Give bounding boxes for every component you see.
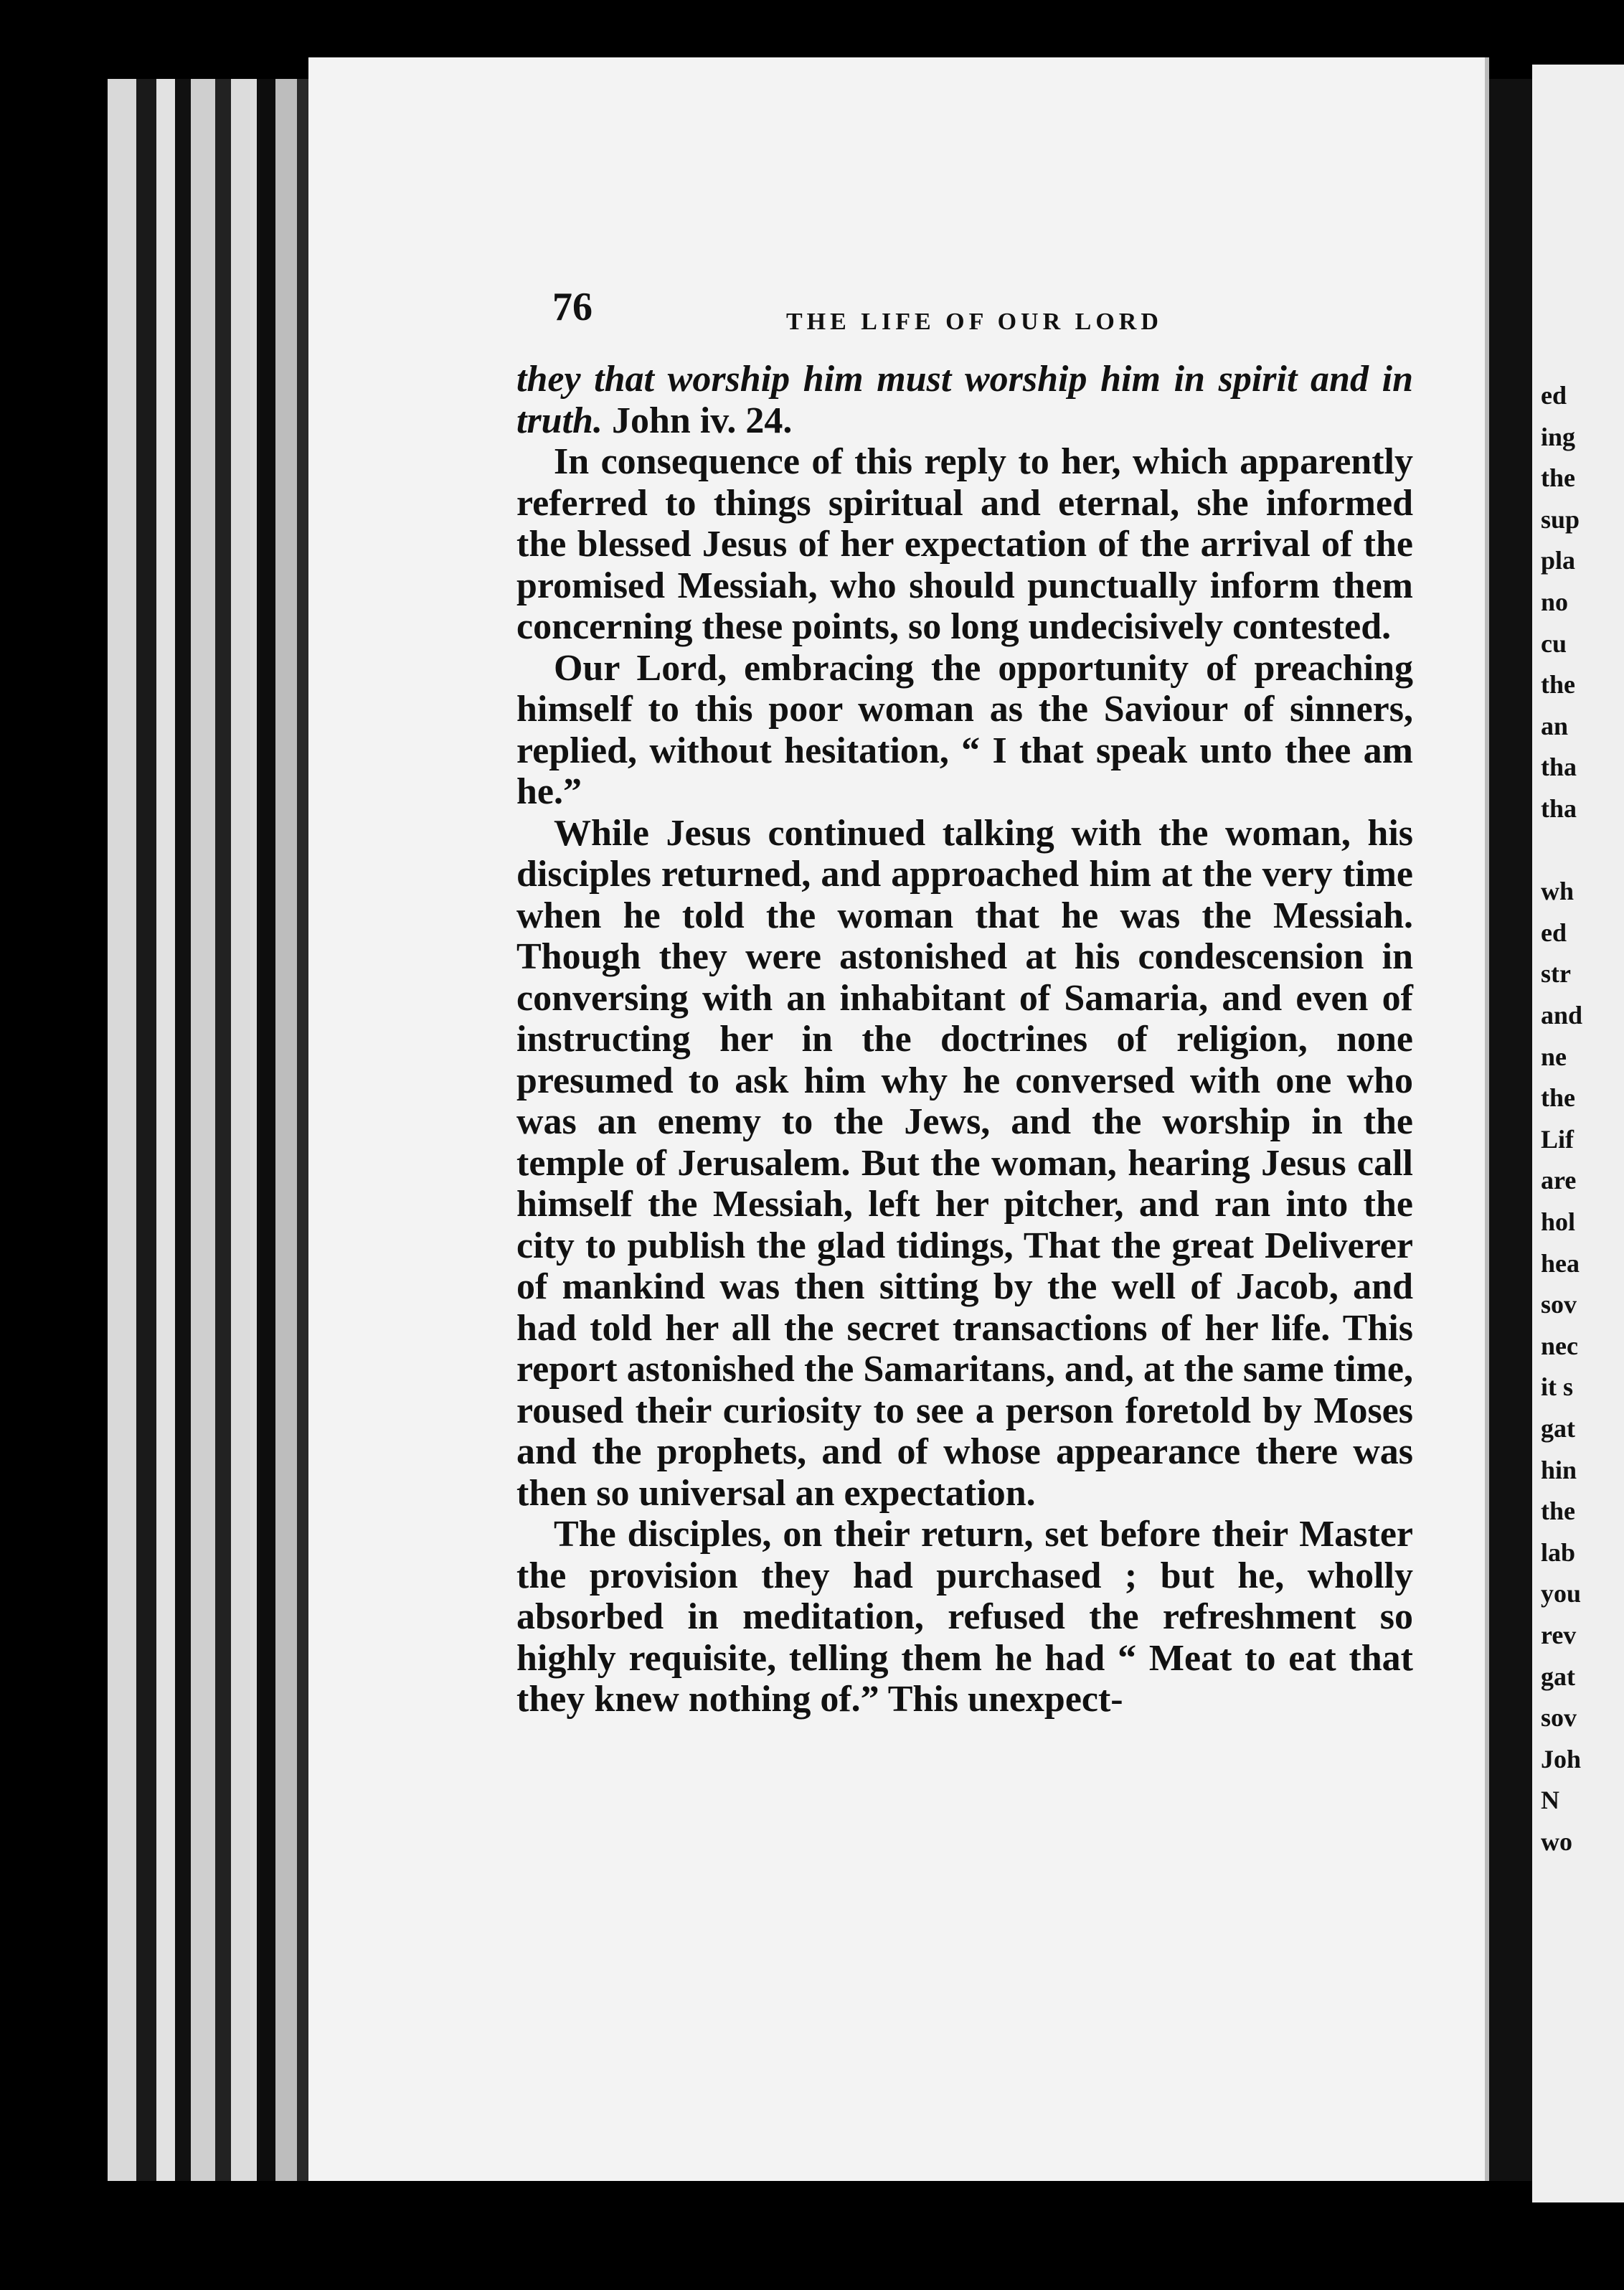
facing-page-fragment: hol <box>1541 1207 1576 1236</box>
facing-page-fragment: the <box>1541 1497 1575 1526</box>
facing-page-fragment: cu <box>1541 628 1567 658</box>
facing-page-fragment: pla <box>1541 546 1576 575</box>
scripture-reference: John iv. 24. <box>602 400 793 441</box>
facing-page-fragment: tha <box>1541 753 1577 782</box>
facing-page-fragment: it s <box>1541 1372 1573 1402</box>
book-gutter <box>1489 79 1532 2181</box>
facing-page-fragment: and <box>1541 1001 1583 1029</box>
facing-page-fragment: hin <box>1541 1455 1577 1484</box>
page-edge <box>108 79 136 2181</box>
facing-page-fragment: gat <box>1541 1414 1575 1443</box>
page-edge <box>175 79 191 2181</box>
facing-page-fragment: tha <box>1541 794 1577 823</box>
facing-page-fragment: ed <box>1541 918 1567 947</box>
facing-page-fragment: Lif <box>1541 1124 1575 1154</box>
facing-page <box>1532 65 1624 2202</box>
facing-page-fragment: Joh <box>1541 1744 1582 1773</box>
paragraph: The disciples, on their return, set before their Master the provision they had purchased ; but he, wholly absorbed in meditation, refused the refreshment so highly requisite, telling them he had “ Meat to eat that they knew nothing of.” This unexpect- <box>516 1514 1413 1720</box>
page-edge <box>215 79 231 2181</box>
facing-page-fragment: are <box>1541 1166 1577 1195</box>
scripture-quote: they that worship him must worship him in spirit and in truth. <box>516 359 1413 441</box>
facing-page-fragment: an <box>1541 711 1569 740</box>
page-number: 76 <box>552 285 593 329</box>
facing-page-fragment: wo <box>1541 1827 1572 1856</box>
facing-page-fragment: sov <box>1541 1703 1577 1733</box>
facing-page-fragment: rev <box>1541 1621 1577 1649</box>
facing-page-fragment: N <box>1541 1786 1559 1815</box>
facing-page-fragment: you <box>1541 1579 1582 1608</box>
paragraph: In consequence of this reply to her, which apparently referred to things spiritual and eternal, she informed the blessed Jesus of her expectation of the arrival of the promised Messiah, who should punctually inform them concerning these points, so long undecisively contested. <box>516 441 1413 647</box>
page-edge <box>257 79 275 2181</box>
facing-page-fragment: str <box>1541 959 1571 989</box>
facing-page-fragment: no <box>1541 588 1569 616</box>
page-edge <box>136 79 156 2181</box>
facing-page-fragment: nec <box>1541 1331 1578 1360</box>
paragraph: Our Lord, embracing the opportunity of preaching himself to this poor woman as the Saviour of sinners, replied, without hesitation, “ I that speak unto thee am he.” <box>516 647 1413 812</box>
page-edge <box>275 79 297 2181</box>
facing-page-fragment: gat <box>1541 1662 1575 1691</box>
page-edge <box>156 79 175 2181</box>
facing-page-fragment: wh <box>1541 877 1575 906</box>
page-edges <box>108 79 323 2181</box>
facing-page-fragment: the <box>1541 670 1575 699</box>
facing-page-fragment: ne <box>1541 1042 1567 1071</box>
running-head: THE LIFE OF OUR LORD <box>786 308 1163 335</box>
paragraph <box>516 359 1413 441</box>
facing-page-fragment: hea <box>1541 1248 1580 1278</box>
body-text <box>516 359 1413 1720</box>
facing-page-fragment: sup <box>1541 504 1580 534</box>
facing-page-fragment: the <box>1541 463 1575 493</box>
facing-page-fragment: ing <box>1541 422 1576 451</box>
facing-page-fragment: ed <box>1541 381 1567 410</box>
facing-page-fragment: the <box>1541 1083 1575 1113</box>
facing-page-fragment: lab <box>1541 1537 1576 1567</box>
paragraph: While Jesus continued talking with the woman, his disciples returned, and approached him at the very time when he told the woman that he was the Messiah. Though they were astonished at his condescension in conversing with an inhabitant of Samaria, and even of instructing her in the doctrines of religion, none presumed to ask him why he conversed with one who was an enemy to the Jews, and the worship in the temple of Jerusalem. But the woman, hearing Jesus call himself the Messiah, left her pitcher, and ran into the city to publish the glad tidings, That the great Deliverer of mankind was then sitting by the well of Jacob, and had told her all the secret transactions of her life. This report astonished the Samaritans, and, at the same time, roused their curiosity to see a person foretold by Moses and the prophets, and of whose appearance there was then so universal an expectation. <box>516 812 1413 1514</box>
page-edge <box>231 79 257 2181</box>
page-edge <box>191 79 215 2181</box>
facing-page-fragment: sov <box>1541 1290 1577 1319</box>
